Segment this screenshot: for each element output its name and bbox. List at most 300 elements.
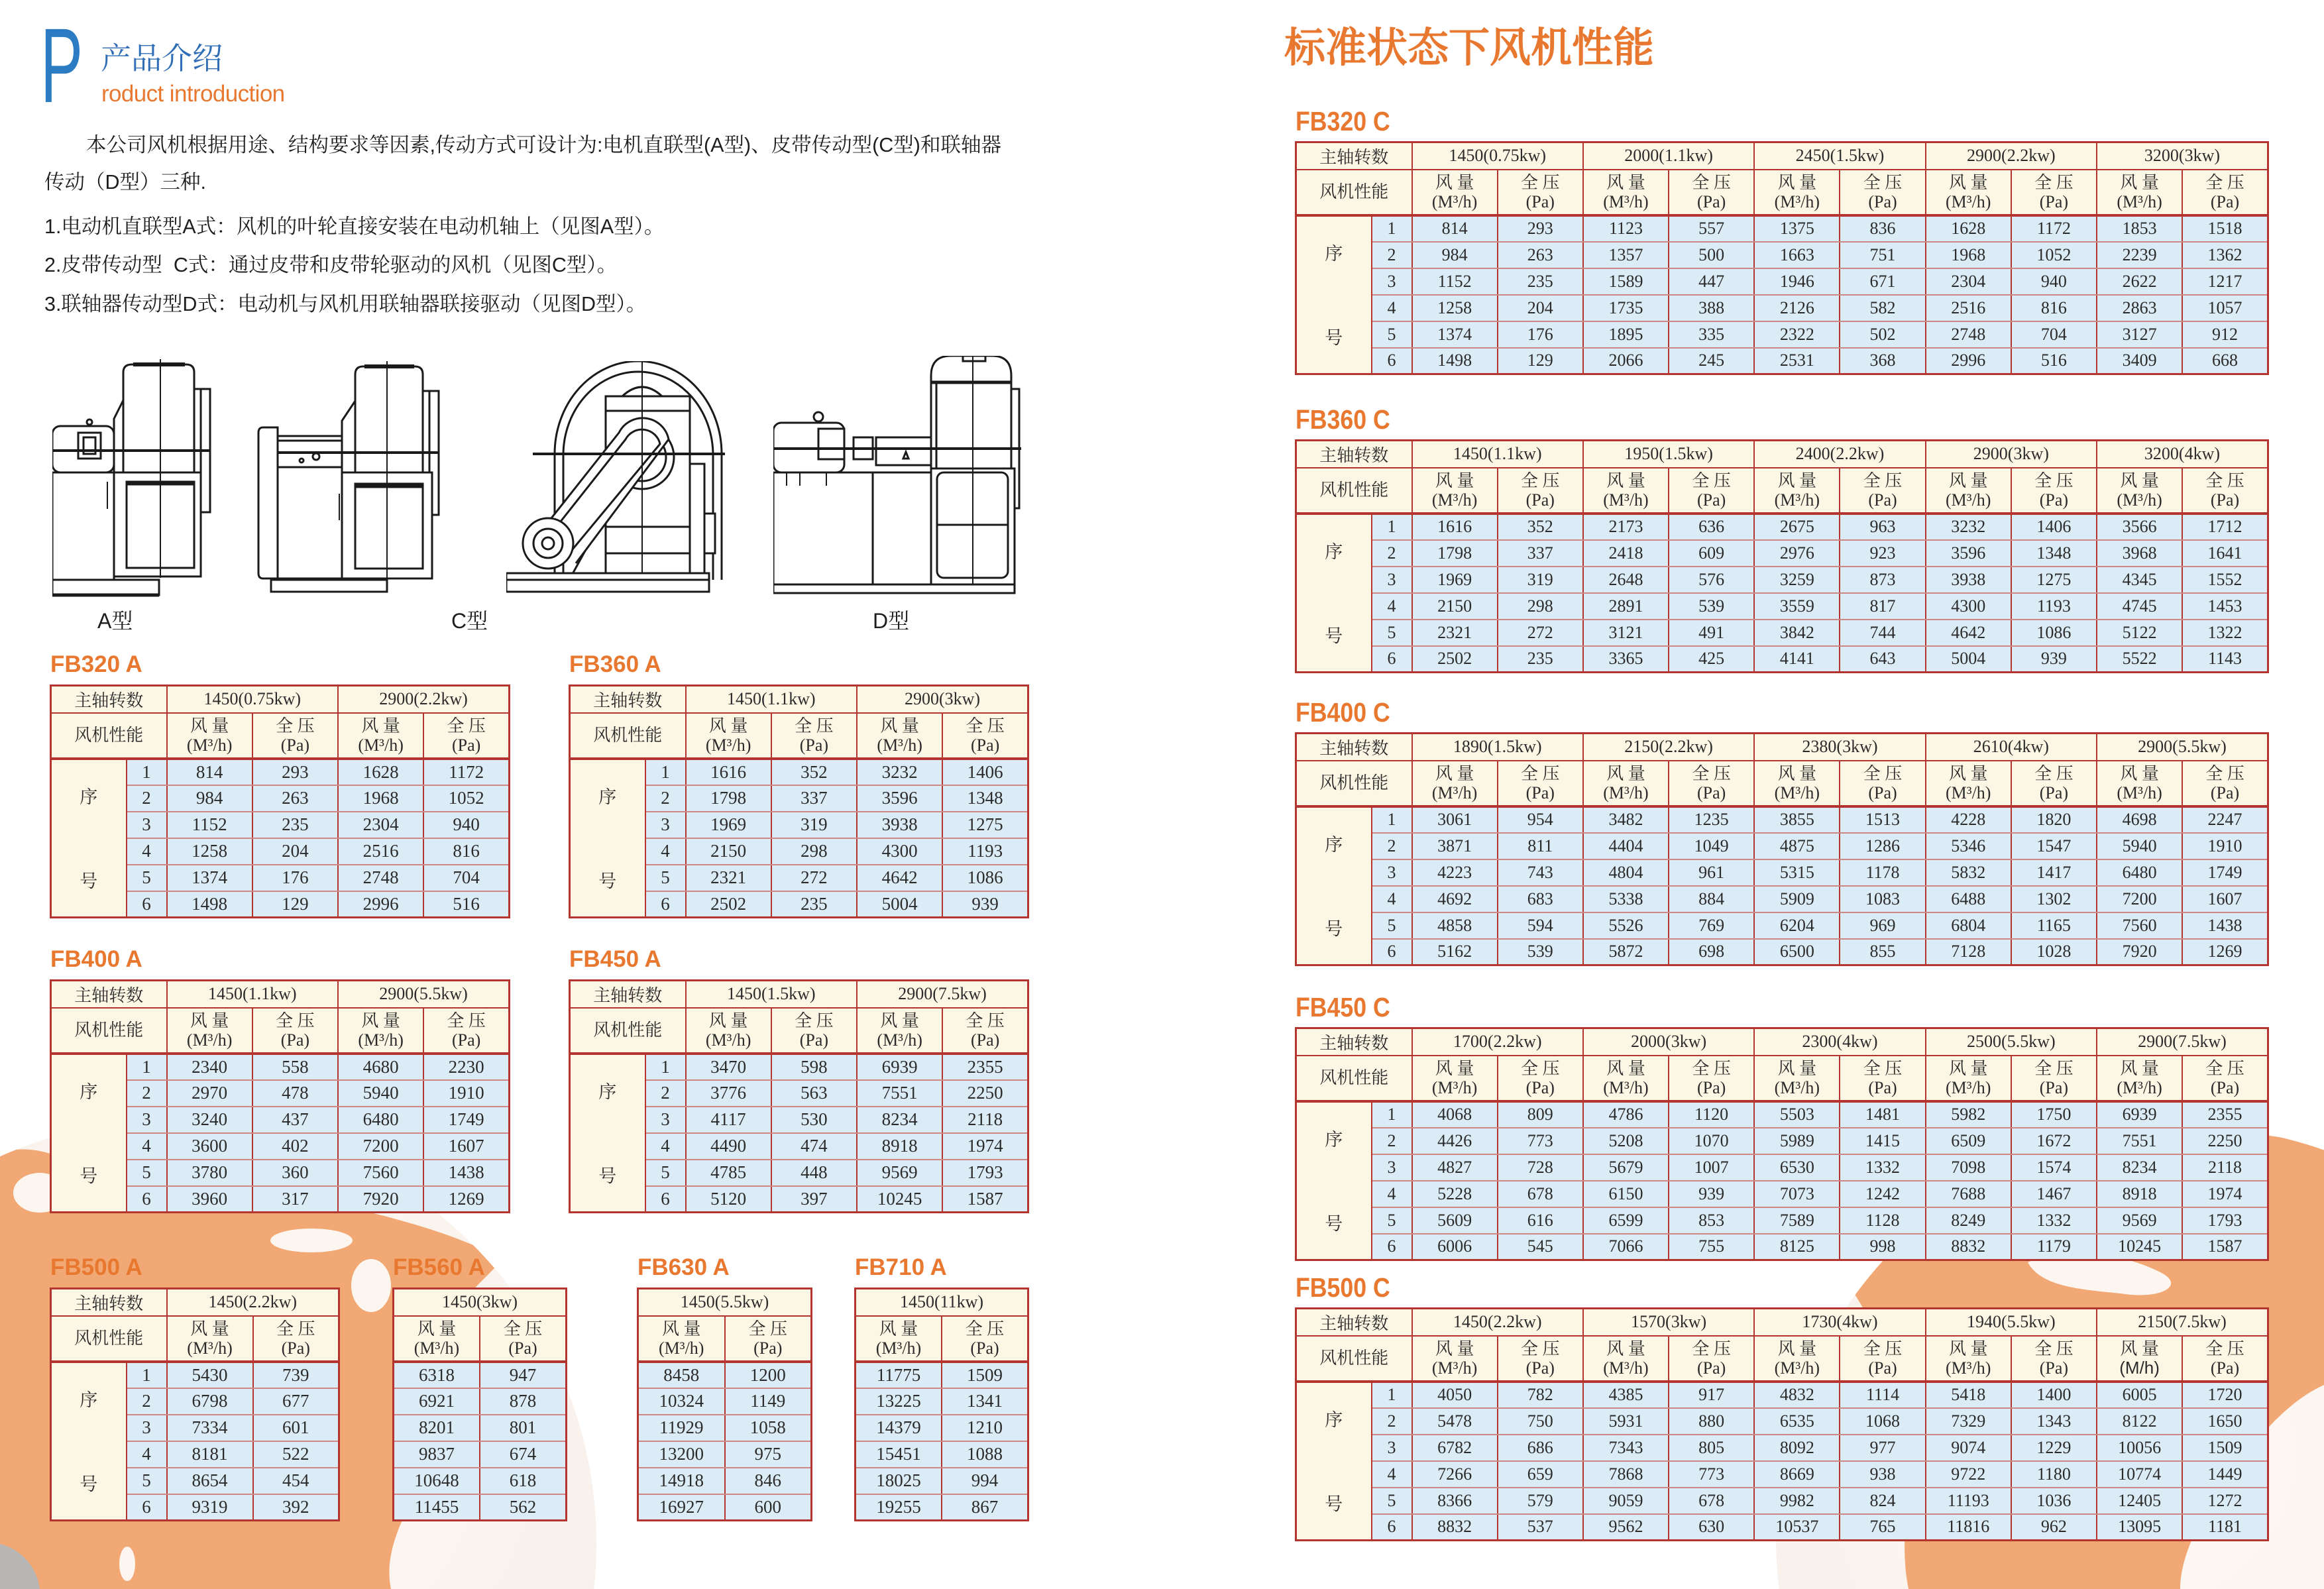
airflow-value: 5982 xyxy=(1926,1101,2011,1128)
airflow-value: 5120 xyxy=(686,1186,771,1213)
table-row xyxy=(1296,567,2268,593)
pressure-value: 368 xyxy=(1840,348,1925,374)
table-fb560-a xyxy=(392,1254,565,1521)
row-number: 3 xyxy=(1372,567,1412,593)
airflow-value: 8832 xyxy=(1926,1234,2011,1260)
airflow-label: 风 量 xyxy=(1777,172,1817,192)
airflow-value: 6535 xyxy=(1754,1408,1840,1435)
sequence-label-top: 序 xyxy=(598,1081,617,1102)
pressure-value: 319 xyxy=(771,812,857,838)
airflow-value: 3596 xyxy=(857,785,942,812)
pressure-value: 816 xyxy=(2011,295,2097,321)
pressure-header xyxy=(423,713,509,759)
airflow-value: 7343 xyxy=(1583,1435,1669,1461)
pressure-label: 全 压 xyxy=(1521,172,1560,192)
speed-header: 1450(2.2kw) xyxy=(1412,1309,1583,1336)
pressure-value: 1172 xyxy=(423,759,509,785)
row-number: 2 xyxy=(1372,540,1412,567)
airflow-value: 814 xyxy=(167,759,252,785)
spindle-speed-label: 主轴转数 xyxy=(1296,1028,1412,1056)
airflow-value: 5526 xyxy=(1583,912,1669,939)
table-row xyxy=(394,1362,567,1388)
pressure-label: 全 压 xyxy=(795,1011,834,1030)
pressure-value: 704 xyxy=(2011,321,2097,348)
d-type-fan-illustration xyxy=(773,356,1024,596)
airflow-label: 风 量 xyxy=(661,1319,701,1339)
row-number: 5 xyxy=(645,1160,686,1186)
sequence-label-top: 序 xyxy=(80,787,98,807)
airflow-header xyxy=(638,1316,725,1362)
speed-row xyxy=(1296,1309,2268,1336)
pressure-value: 563 xyxy=(771,1080,857,1107)
airflow-value: 6509 xyxy=(1926,1128,2011,1154)
pressure-value: 1587 xyxy=(942,1186,1028,1213)
airflow-value: 4827 xyxy=(1412,1154,1498,1181)
airflow-unit: (M³/h) xyxy=(705,735,751,755)
row-number: 6 xyxy=(1372,348,1412,374)
pressure-unit: (Pa) xyxy=(2210,1358,2240,1378)
airflow-value: 8249 xyxy=(1926,1207,2011,1234)
airflow-unit: (M³/h) xyxy=(186,735,233,755)
row-number: 5 xyxy=(1372,1207,1412,1234)
speed-header: 1450(1.5kw) xyxy=(686,981,858,1008)
airflow-unit: (M³/h) xyxy=(1946,490,1991,510)
table-row xyxy=(856,1494,1028,1521)
row-number: 1 xyxy=(127,759,167,785)
pressure-value: 1552 xyxy=(2182,567,2268,593)
speed-header: 2450(1.5kw) xyxy=(1754,142,1925,170)
speed-header: 1450(0.75kw) xyxy=(167,686,339,713)
airflow-label: 风 量 xyxy=(1948,172,1988,192)
table-fb450-c xyxy=(1295,992,2267,1261)
performance-table xyxy=(569,685,1029,918)
row-number: 5 xyxy=(127,1468,167,1494)
airflow-unit: (M³/h) xyxy=(1774,1358,1820,1378)
pressure-value: 600 xyxy=(725,1494,812,1521)
airflow-value: 8181 xyxy=(167,1441,253,1468)
airflow-value: 3232 xyxy=(1926,514,2011,540)
airflow-unit: (M³/h) xyxy=(358,735,404,755)
row-number: 3 xyxy=(1372,1435,1412,1461)
speed-row xyxy=(51,686,510,713)
airflow-header xyxy=(338,1008,423,1054)
airflow-unit: (M³/h) xyxy=(1431,1358,1478,1378)
pressure-value: 683 xyxy=(1498,886,1583,912)
airflow-value: 5418 xyxy=(1926,1382,2011,1408)
pressure-header xyxy=(2011,170,2097,215)
pressure-value: 1172 xyxy=(2011,215,2097,242)
airflow-value: 2622 xyxy=(2097,268,2182,295)
pressure-value: 601 xyxy=(253,1415,339,1441)
airflow-value: 6006 xyxy=(1412,1234,1498,1260)
speed-header: 1450(3kw) xyxy=(394,1289,567,1316)
airflow-header xyxy=(1926,170,2011,215)
row-number: 1 xyxy=(645,759,686,785)
pressure-label: 全 压 xyxy=(1521,1339,1560,1358)
pressure-header xyxy=(1498,468,1583,514)
pressure-value: 1180 xyxy=(2011,1461,2097,1488)
pressure-unit: (Pa) xyxy=(1525,783,1555,802)
row-number: 4 xyxy=(645,1133,686,1160)
pressure-value: 1052 xyxy=(2011,242,2097,268)
pressure-label: 全 压 xyxy=(1863,1058,1903,1078)
airflow-label: 风 量 xyxy=(708,716,748,736)
airflow-value: 7128 xyxy=(1926,939,2011,965)
airflow-unit: (M³/h) xyxy=(1946,1358,1991,1378)
airflow-value: 5679 xyxy=(1583,1154,1669,1181)
airflow-unit: (M³/h) xyxy=(1774,1077,1820,1097)
table-row xyxy=(1296,646,2268,673)
fan-performance-label: 风机性能 xyxy=(51,1008,167,1054)
pressure-value: 1210 xyxy=(942,1415,1028,1441)
section-title-en: roduct introduction xyxy=(101,81,285,107)
airflow-value: 5162 xyxy=(1412,939,1498,965)
airflow-value: 2340 xyxy=(167,1054,252,1080)
speed-row xyxy=(51,1289,339,1316)
airflow-label: 风 量 xyxy=(1777,1058,1817,1078)
row-number: 3 xyxy=(645,1107,686,1133)
airflow-value: 7329 xyxy=(1926,1408,2011,1435)
pressure-header xyxy=(2182,761,2268,806)
pressure-value: 1400 xyxy=(2011,1382,2097,1408)
pressure-value: 659 xyxy=(1498,1461,1583,1488)
pressure-value: 1200 xyxy=(725,1362,812,1388)
airflow-label: 风 量 xyxy=(190,1319,229,1339)
row-number: 1 xyxy=(1372,806,1412,833)
airflow-value: 7920 xyxy=(338,1186,423,1213)
row-number: 1 xyxy=(127,1054,167,1080)
airflow-value: 3470 xyxy=(686,1054,771,1080)
pressure-label: 全 压 xyxy=(2205,1339,2244,1358)
airflow-value: 13095 xyxy=(2097,1514,2182,1541)
row-number: 5 xyxy=(1372,321,1412,348)
table-row xyxy=(51,759,510,785)
pressure-value: 388 xyxy=(1669,295,1754,321)
table-row xyxy=(1296,912,2268,939)
airflow-value: 6480 xyxy=(338,1107,423,1133)
airflow-value: 6782 xyxy=(1412,1435,1498,1461)
speed-header: 2900(2.2kw) xyxy=(1926,142,2097,170)
pressure-value: 1406 xyxy=(2011,514,2097,540)
pressure-value: 867 xyxy=(942,1494,1028,1521)
row-number: 4 xyxy=(1372,1461,1412,1488)
sequence-label xyxy=(571,760,645,916)
pressure-unit: (Pa) xyxy=(1525,490,1555,510)
airflow-value: 9059 xyxy=(1583,1488,1669,1514)
airflow-value: 7266 xyxy=(1412,1461,1498,1488)
unit-row xyxy=(570,713,1028,759)
pressure-value: 1332 xyxy=(2011,1207,2097,1234)
sequence-label-bottom: 号 xyxy=(80,871,98,891)
airflow-value: 6921 xyxy=(394,1388,480,1415)
row-number: 4 xyxy=(127,1133,167,1160)
airflow-value: 2304 xyxy=(338,812,423,838)
unit-row xyxy=(51,713,510,759)
airflow-value: 9319 xyxy=(167,1494,253,1521)
speed-header: 1450(0.75kw) xyxy=(1412,142,1583,170)
airflow-unit: (M³/h) xyxy=(1946,192,1991,211)
airflow-value: 2976 xyxy=(1754,540,1840,567)
airflow-value: 8458 xyxy=(638,1362,725,1388)
spindle-speed-label: 主轴转数 xyxy=(570,981,686,1008)
performance-table xyxy=(854,1288,1029,1521)
unit-row xyxy=(51,1316,339,1362)
pressure-value: 809 xyxy=(1498,1101,1583,1128)
pressure-header xyxy=(942,1008,1028,1054)
pressure-label: 全 压 xyxy=(2034,1058,2074,1078)
speed-header: 2900(3kw) xyxy=(1926,441,2097,468)
airflow-header xyxy=(1926,1336,2011,1382)
pressure-value: 1178 xyxy=(1840,859,1925,886)
sequence-label-top: 序 xyxy=(1325,243,1343,264)
row-number: 4 xyxy=(1372,886,1412,912)
pressure-value: 1607 xyxy=(2182,886,2268,912)
airflow-value: 1628 xyxy=(338,759,423,785)
pressure-value: 1086 xyxy=(2011,620,2097,646)
airflow-header xyxy=(857,1008,942,1054)
pressure-value: 129 xyxy=(252,891,338,918)
logo-letter: P xyxy=(40,6,83,125)
pressure-header xyxy=(1498,1336,1583,1382)
airflow-value: 16927 xyxy=(638,1494,725,1521)
airflow-value: 5346 xyxy=(1926,833,2011,859)
pressure-value: 671 xyxy=(1840,268,1925,295)
airflow-value: 2996 xyxy=(338,891,423,918)
pressure-value: 235 xyxy=(252,812,338,838)
pressure-value: 1587 xyxy=(2182,1234,2268,1260)
pressure-unit: (Pa) xyxy=(1868,192,1897,211)
airflow-value: 4832 xyxy=(1754,1382,1840,1408)
table-row xyxy=(394,1468,567,1494)
airflow-value: 6530 xyxy=(1754,1154,1840,1181)
table-row xyxy=(1296,1382,2268,1408)
pressure-header xyxy=(2182,1336,2268,1382)
model-label: FB500 C xyxy=(1296,1272,1390,1303)
airflow-value: 4785 xyxy=(686,1160,771,1186)
pressure-label: 全 压 xyxy=(2205,470,2244,490)
pressure-value: 947 xyxy=(480,1362,567,1388)
table-row xyxy=(1296,886,2268,912)
spindle-speed-label: 主轴转数 xyxy=(1296,142,1412,170)
pressure-header xyxy=(771,1008,857,1054)
pressure-value: 516 xyxy=(2011,348,2097,374)
spindle-speed-label: 主轴转数 xyxy=(1296,441,1412,468)
airflow-value: 4858 xyxy=(1412,912,1498,939)
airflow-header xyxy=(2097,170,2182,215)
pressure-value: 1070 xyxy=(1669,1128,1754,1154)
performance-table xyxy=(1295,1027,2269,1261)
pressure-value: 1749 xyxy=(2182,859,2268,886)
table-fb360-c xyxy=(1295,404,2267,673)
pressure-value: 1028 xyxy=(2011,939,2097,965)
pressure-value: 939 xyxy=(942,891,1028,918)
airflow-value: 5228 xyxy=(1412,1181,1498,1207)
row-number: 2 xyxy=(127,785,167,812)
pressure-label: 全 压 xyxy=(447,1011,486,1030)
pressure-value: 539 xyxy=(1669,593,1754,620)
table-row xyxy=(1296,620,2268,646)
unit-row xyxy=(1296,170,2268,215)
table-fb400-c xyxy=(1295,697,2267,966)
pressure-value: 1513 xyxy=(1840,806,1925,833)
pressure-value: 961 xyxy=(1669,859,1754,886)
pressure-value: 1910 xyxy=(423,1080,509,1107)
pressure-value: 530 xyxy=(771,1107,857,1133)
airflow-value: 1968 xyxy=(338,785,423,812)
table-row xyxy=(638,1468,812,1494)
airflow-label: 风 量 xyxy=(1606,1058,1645,1078)
pressure-value: 1275 xyxy=(942,812,1028,838)
airflow-value: 2150 xyxy=(686,838,771,865)
pressure-value: 263 xyxy=(1498,242,1583,268)
airflow-value: 1798 xyxy=(686,785,771,812)
sequence-label-bottom: 号 xyxy=(1325,327,1343,348)
airflow-label: 风 量 xyxy=(1606,763,1645,783)
table-row xyxy=(1296,1234,2268,1260)
airflow-unit: (M³/h) xyxy=(2117,490,2162,510)
pressure-value: 298 xyxy=(1498,593,1583,620)
pressure-header xyxy=(2011,1056,2097,1101)
pressure-unit: (Pa) xyxy=(970,735,1000,755)
pressure-unit: (Pa) xyxy=(970,1338,999,1358)
pressure-value: 1820 xyxy=(2011,806,2097,833)
airflow-unit: (M³/h) xyxy=(358,1030,404,1050)
pressure-value: 704 xyxy=(423,865,509,891)
airflow-value: 1616 xyxy=(686,759,771,785)
pressure-value: 686 xyxy=(1498,1435,1583,1461)
table-row xyxy=(638,1388,812,1415)
row-number: 2 xyxy=(645,785,686,812)
airflow-label: 风 量 xyxy=(1948,763,1988,783)
airflow-value: 1628 xyxy=(1926,215,2011,242)
pressure-value: 751 xyxy=(1840,242,1925,268)
row-number: 6 xyxy=(127,1186,167,1213)
sequence-label-bottom: 号 xyxy=(1325,626,1343,646)
airflow-value: 3842 xyxy=(1754,620,1840,646)
speed-header: 2300(4kw) xyxy=(1754,1028,1925,1056)
sequence-label xyxy=(52,1363,126,1519)
pressure-value: 923 xyxy=(1840,540,1925,567)
pressure-unit: (Pa) xyxy=(280,1030,310,1050)
table-fb450-a xyxy=(569,946,1027,1213)
page-title: 标准状态下风机性能 xyxy=(1284,25,1655,71)
airflow-value: 9074 xyxy=(1926,1435,2011,1461)
table-row xyxy=(1296,859,2268,886)
pressure-value: 1509 xyxy=(942,1362,1028,1388)
airflow-header xyxy=(1754,761,1840,806)
pressure-value: 884 xyxy=(1669,886,1754,912)
pressure-value: 558 xyxy=(252,1054,338,1080)
airflow-value: 9982 xyxy=(1754,1488,1840,1514)
fan-performance-label: 风机性能 xyxy=(51,1316,167,1362)
row-number: 6 xyxy=(1372,939,1412,965)
airflow-value: 3960 xyxy=(167,1186,252,1213)
unit-row xyxy=(638,1316,812,1362)
airflow-value: 3776 xyxy=(686,1080,771,1107)
unit-row xyxy=(856,1316,1028,1362)
airflow-header xyxy=(1754,468,1840,514)
pressure-header xyxy=(1669,468,1754,514)
pressure-value: 998 xyxy=(1840,1234,1925,1260)
airflow-header xyxy=(2097,1056,2182,1101)
pressure-value: 335 xyxy=(1669,321,1754,348)
airflow-value: 7098 xyxy=(1926,1154,2011,1181)
airflow-value: 6798 xyxy=(167,1388,253,1415)
airflow-label: 风 量 xyxy=(1777,470,1817,490)
table-row xyxy=(638,1441,812,1468)
pressure-unit: (Pa) xyxy=(1525,192,1555,211)
airflow-value: 8125 xyxy=(1754,1234,1840,1260)
airflow-value: 7066 xyxy=(1583,1234,1669,1260)
pressure-value: 750 xyxy=(1498,1408,1583,1435)
pressure-unit: (Pa) xyxy=(1868,1077,1897,1097)
table-row xyxy=(1296,593,2268,620)
airflow-value: 10056 xyxy=(2097,1435,2182,1461)
pressure-label: 全 压 xyxy=(2205,172,2244,192)
pressure-value: 2230 xyxy=(423,1054,509,1080)
airflow-value: 5609 xyxy=(1412,1207,1498,1234)
pressure-value: 1143 xyxy=(2182,646,2268,673)
airflow-value: 2418 xyxy=(1583,540,1669,567)
pressure-value: 500 xyxy=(1669,242,1754,268)
airflow-label: 风 量 xyxy=(1606,172,1645,192)
pressure-value: 425 xyxy=(1669,646,1754,673)
pressure-value: 939 xyxy=(2011,646,2097,673)
row-number: 6 xyxy=(1372,1234,1412,1260)
pressure-value: 678 xyxy=(1498,1181,1583,1207)
pressure-header xyxy=(1840,1056,1925,1101)
pressure-label: 全 压 xyxy=(276,1319,315,1339)
a-type-fan-illustration xyxy=(52,359,215,598)
pressure-header xyxy=(2011,1336,2097,1382)
model-label: FB500 A xyxy=(50,1254,142,1280)
airflow-label: 风 量 xyxy=(879,1319,918,1339)
airflow-value: 2322 xyxy=(1754,321,1840,348)
row-number: 6 xyxy=(1372,1514,1412,1541)
pressure-value: 176 xyxy=(252,865,338,891)
pressure-value: 1348 xyxy=(942,785,1028,812)
pressure-value: 235 xyxy=(1498,646,1583,673)
pressure-header xyxy=(2011,468,2097,514)
table-row xyxy=(1296,215,2268,242)
airflow-value: 2321 xyxy=(686,865,771,891)
row-number: 6 xyxy=(127,891,167,918)
airflow-value: 4745 xyxy=(2097,593,2182,620)
pressure-unit: (Pa) xyxy=(1697,783,1726,802)
airflow-unit: (M³/h) xyxy=(1603,1077,1649,1097)
table-row xyxy=(638,1415,812,1441)
row-number: 2 xyxy=(1372,1408,1412,1435)
intro-item-d-type: 3.联轴器传动型D式：电动机与风机用联轴器联接驱动（见图D型）。 xyxy=(44,293,647,315)
airflow-value: 4875 xyxy=(1754,833,1840,859)
airflow-label: 风 量 xyxy=(190,1011,229,1030)
speed-header: 1950(1.5kw) xyxy=(1583,441,1754,468)
row-number: 1 xyxy=(127,1362,167,1388)
airflow-unit: (M³/h) xyxy=(186,1030,233,1050)
airflow-value: 6500 xyxy=(1754,939,1840,965)
row-number: 1 xyxy=(1372,1101,1412,1128)
pressure-unit: (Pa) xyxy=(281,1338,310,1358)
airflow-value: 7551 xyxy=(2097,1128,2182,1154)
airflow-value: 6488 xyxy=(1926,886,2011,912)
pressure-value: 1088 xyxy=(942,1441,1028,1468)
table-row xyxy=(51,1362,339,1388)
airflow-value: 5122 xyxy=(2097,620,2182,646)
table-row xyxy=(1296,1128,2268,1154)
airflow-value: 3780 xyxy=(167,1160,252,1186)
pressure-unit: (Pa) xyxy=(1697,1077,1726,1097)
pressure-label: 全 压 xyxy=(1521,1058,1560,1078)
